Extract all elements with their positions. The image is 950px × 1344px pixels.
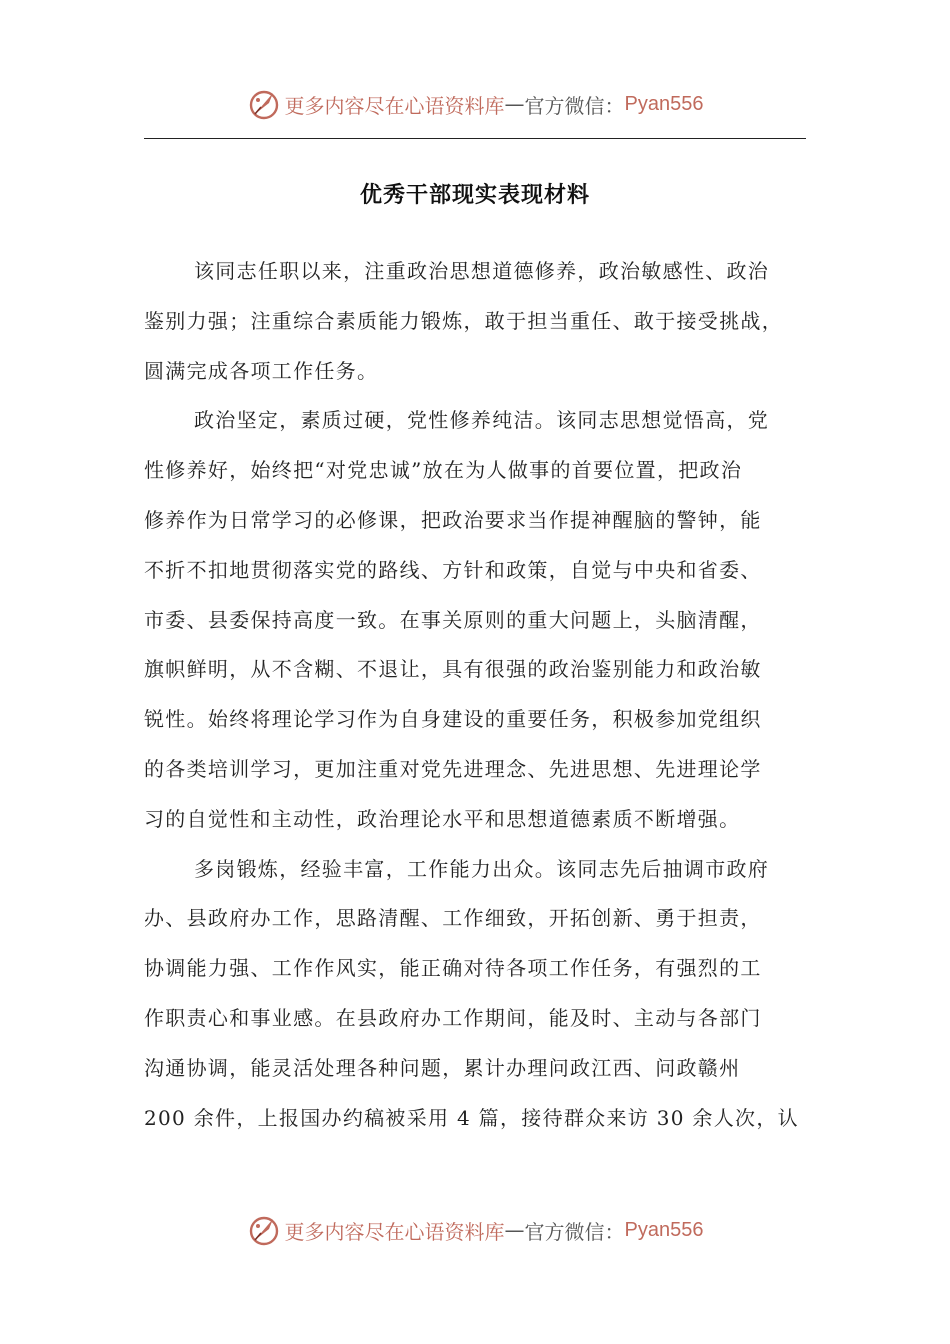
body-line: 鉴别力强；注重综合素质能力锻炼，敢于担当重任、敢于接受挑战， [144, 308, 783, 333]
watermark-wechat-id: Pyan556 [624, 1218, 704, 1241]
body-line: 作职责心和事业感。在县政府办工作期间，能及时、主动与各部门 [144, 1005, 762, 1030]
body-line: 性修养好，始终把“对党忠诚”放在为人做事的首要位置，把政治 [144, 458, 743, 483]
watermark-wechat-label: 官方微信： [524, 1219, 625, 1244]
body-line: 办、县政府办工作，思路清醒、工作细致，开拓创新、勇于担责， [144, 906, 762, 931]
body-line: 的各类培训学习，更加注重对党先进理念、先进思想、先进理论学 [144, 756, 762, 781]
body-line: 圆满完成各项工作任务。 [144, 358, 379, 383]
body-line: 沟通协调，能灵活处理各种问题，累计办理问政江西、问政赣州 [144, 1055, 741, 1080]
body-line: 政治坚定，素质过硬，党性修养纯洁。该同志思想觉悟高，党 [194, 408, 770, 433]
watermark-wechat-label: 官方微信： [524, 93, 625, 118]
watermark-site-text: 更多内容尽在心语资料库 [284, 1219, 505, 1244]
document-title: 优秀干部现实表现材料 [359, 183, 590, 208]
body-line: 协调能力强、工作作风实，能正确对待各项工作任务，有强烈的工 [144, 956, 762, 981]
footer-watermark [0, 1210, 950, 1250]
body-line: 该同志任职以来，注重政治思想道德修养，政治敏感性、政治 [194, 259, 770, 283]
header-divider [144, 138, 806, 139]
quill-pen-logo-icon [247, 87, 281, 121]
body-line: 市委、县委保持高度一致。在事关原则的重大问题上，头脑清醒， [144, 607, 762, 632]
watermark-dash: — [504, 92, 525, 116]
body-line: 旗帜鲜明，从不含糊、不退让，具有很强的政治鉴别能力和政治敏 [144, 657, 762, 682]
watermark-dash: — [504, 1218, 525, 1242]
body-line: 锐性。始终将理论学习作为自身建设的重要任务，积极参加党组织 [144, 707, 762, 732]
header-watermark [0, 84, 950, 124]
watermark-wechat-id: Pyan556 [624, 92, 704, 115]
body-line: 习的自觉性和主动性，政治理论水平和思想道德素质不断增强。 [144, 806, 741, 831]
document-body [144, 247, 806, 1143]
body-line: 不折不扣地贯彻落实党的路线、方针和政策，自觉与中央和省委、 [144, 557, 762, 582]
watermark-site-text: 更多内容尽在心语资料库 [284, 93, 505, 118]
body-line: 200 余件，上报国办约稿被采用 4 篇，接待群众来访 30 余人次，认 [144, 1105, 799, 1130]
quill-pen-logo-icon [247, 1213, 281, 1247]
body-line: 修养作为日常学习的必修课，把政治要求当作提神醒脑的警钟，能 [144, 507, 762, 532]
body-line: 多岗锻炼，经验丰富，工作能力出众。该同志先后抽调市政府 [194, 856, 770, 881]
